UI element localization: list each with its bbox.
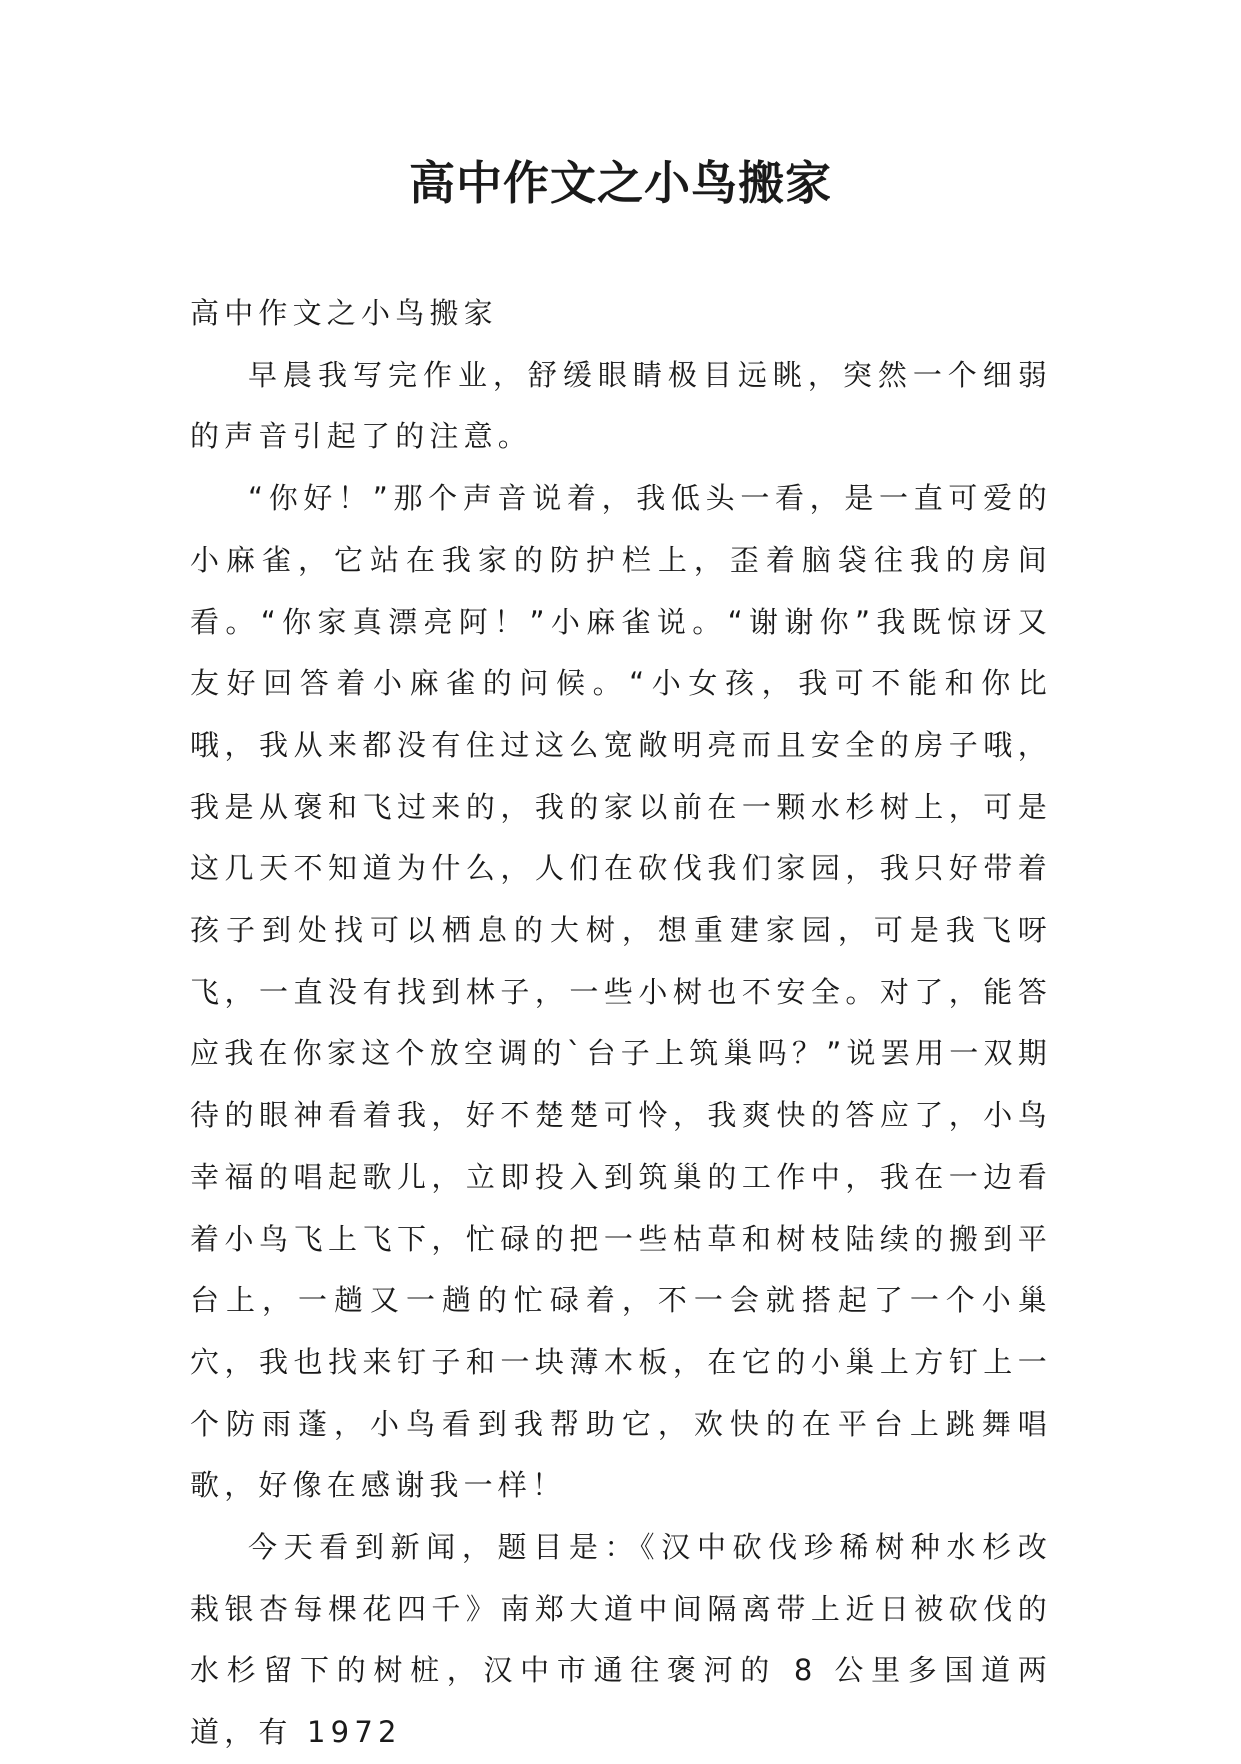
paragraph: 今天看到新闻，题目是：《汉中砍伐珍稀树种水杉改栽银杏每棵花四千》南郑大道中间隔离带上近日被砍伐的水杉留下的树桩，汉中市通往褒河的 8 公里多国道两道，有 1972 xyxy=(190,1530,1052,1750)
document-title: 高中作文之小鸟搬家 xyxy=(409,156,832,210)
document-body xyxy=(190,283,1052,1764)
paragraph-heading: 高中作文之小鸟搬家 xyxy=(190,296,498,330)
paragraph: 早晨我写完作业，舒缓眼睛极目远眺，突然一个细弱的声音引起了的注意。 xyxy=(190,357,1052,454)
paragraph: “你好！”那个声音说着，我低头一看，是一直可爱的小麻雀，它站在我家的防护栏上，歪着脑袋往我的房间看。“你家真漂亮阿！”小麻雀说。“谢谢你”我既惊讶又友好回答着小麻雀的问候。“小女孩，我可不能和你比哦，我从来都没有住过这么宽敞明亮而且安全的房子哦，我是从褒和飞过来的，我的家以前在一颗水杉树上，可是这几天不知道为什么，人们在砍伐我们家园，我只好带着孩子到处找可以栖息的大树，想重建家园，可是我飞呀飞，一直没有找到林子，一些小树也不安全。对了，能答应我在你家这个放空调的`台子上筑巢吗？”说罢用一双期待的眼神看着我，好不楚楚可怜，我爽快的答应了，小鸟幸福的唱起歌儿，立即投入到筑巢的工作中，我在一边看着小鸟飞上飞下，忙碌的把一些枯草和树枝陆续的搬到平台上，一趟又一趟的忙碌着，不一会就搭起了一个小巢穴，我也找来钉子和一块薄木板，在它的小巢上方钉上一个防雨蓬，小鸟看到我帮助它，欢快的在平台上跳舞唱歌，好像在感谢我一样！ xyxy=(190,481,1052,1503)
